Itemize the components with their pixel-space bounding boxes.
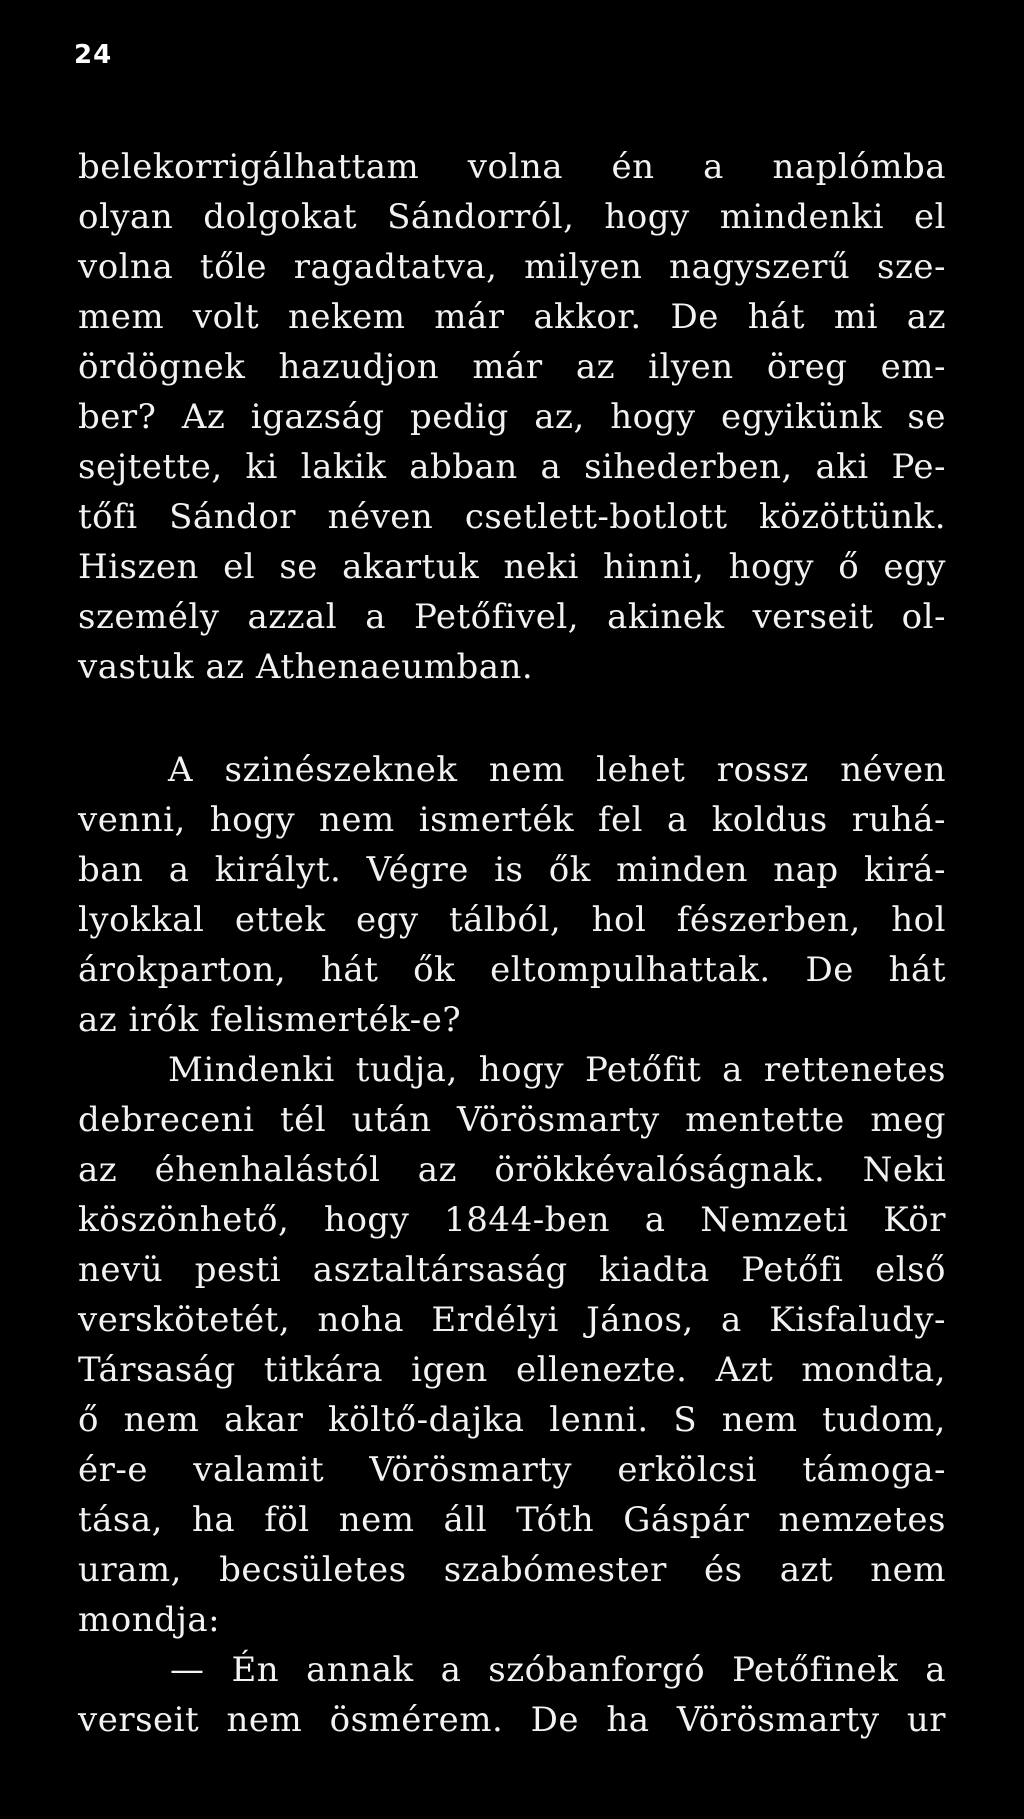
- text-line: vastuk az Athenaeumban.: [78, 647, 534, 687]
- dialogue-line: — Én annak a szóbanforgó Petőfinek a: [170, 1650, 946, 1690]
- text-line: verseit nem ösmérem. De ha Vörösmarty ur: [78, 1700, 946, 1740]
- text-line: olyan dolgokat Sándorról, hogy mindenki el: [78, 197, 946, 237]
- text-line: belekorrigálhattam volna én a naplómba: [78, 147, 946, 187]
- text-line: A szinészeknek nem lehet rossz néven: [168, 750, 946, 790]
- text-line: volna tőle ragadtatva, milyen nagyszerű sze-: [78, 247, 946, 287]
- text-line: ban a királyt. Végre is ők minden nap kirá-: [78, 850, 946, 890]
- text-line: az irók felismerték-e?: [78, 1000, 462, 1040]
- text-line: személy azzal a Petőfivel, akinek verseit ol-: [78, 597, 946, 637]
- text-line: lyokkal ettek egy tálból, hol fészerben, hol: [78, 900, 946, 940]
- paragraph-1: [78, 142, 946, 692]
- text-line: mem volt nekem már akkor. De hát mi az: [78, 297, 946, 337]
- text-line: Társaság titkára igen ellenezte. Azt mondta,: [78, 1350, 946, 1390]
- text-line: debreceni tél után Vörösmarty mentette meg: [78, 1100, 946, 1140]
- text-line: tása, ha föl nem áll Tóth Gáspár nemzetes: [78, 1500, 946, 1540]
- text-line: venni, hogy nem ismerték fel a koldus ruhá-: [78, 800, 946, 840]
- text-line: mondja:: [78, 1600, 221, 1640]
- text-line: sejtette, ki lakik abban a sihederben, aki Pe-: [78, 447, 946, 487]
- text-line: köszönhető, hogy 1844-ben a Nemzeti Kör: [78, 1200, 946, 1240]
- text-line: ber? Az igazság pedig az, hogy egyikünk se: [78, 397, 946, 437]
- text-line: verskötetét, noha Erdélyi János, a Kisfaludy-: [78, 1300, 946, 1340]
- page-number: 24: [74, 40, 113, 70]
- text-line: árokparton, hát ők eltompulhattak. De hát: [78, 950, 946, 990]
- text-line: ördögnek hazudjon már az ilyen öreg em-: [78, 347, 946, 387]
- text-line: az éhenhalástól az örökkévalóságnak. Neki: [78, 1150, 946, 1190]
- text-line: nevü pesti asztaltársaság kiadta Petőfi első: [78, 1250, 946, 1290]
- paragraph-2: [78, 745, 946, 1745]
- text-line: uram, becsületes szabómester és azt nem: [78, 1550, 946, 1590]
- text-line: ér-e valamit Vörösmarty erkölcsi támoga-: [78, 1450, 946, 1490]
- text-line: ő nem akar költő-dajka lenni. S nem tudom,: [78, 1400, 946, 1440]
- text-line: Mindenki tudja, hogy Petőfit a rettenetes: [168, 1050, 946, 1090]
- text-line: tőfi Sándor néven csetlett-botlott közöttünk.: [78, 497, 946, 537]
- text-line: Hiszen el se akartuk neki hinni, hogy ő egy: [78, 547, 946, 587]
